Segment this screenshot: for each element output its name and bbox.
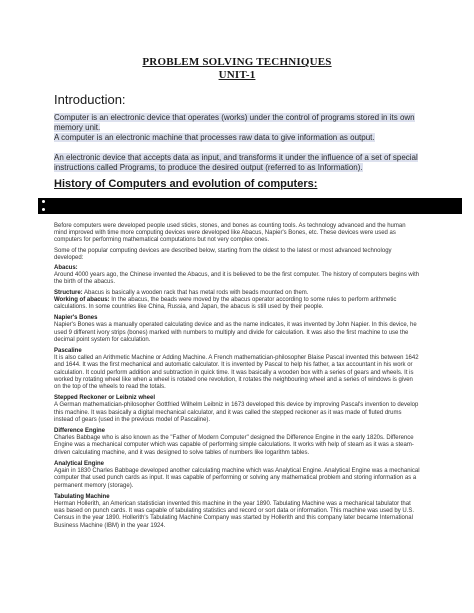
- abacus-working: [54, 297, 420, 311]
- bullet-icon: [42, 200, 45, 203]
- intro-text-2: A computer is an electronic machine that processes raw data to give information as output.: [54, 133, 375, 142]
- history-heading: History of Computers and evolution of computers:: [54, 178, 318, 190]
- napier-title: Napier's Bones: [54, 315, 98, 322]
- napier-text: Napier's Bones was a manually operated calculating device and as the name indicates, it was invented by John Napier. In this device, he used 9 different ivory strips (bones) marked with numbers to multiply and divide for calculation. It was also the first machine to use the decimal point system for calculation.: [54, 322, 417, 343]
- intro-paragraph-2: [54, 133, 424, 143]
- difference-text: Charles Babbage who is also known as the "Father of Modern Computer" designed the Difference Engine in the early 1820s. Difference Engine was a mechanical computer which was capable of performing simple calculations. It works with help of steam as it was a steam-driven calculating machine, and it was designed to solve tables of numbers like logarithm tables.: [54, 435, 414, 456]
- intro-paragraph-3: [54, 153, 424, 173]
- pascaline-text: It is also called an Arithmetic Machine or Adding Machine. A French mathematician-philosopher Blaise Pascal invented this between 1642 and 1644. It was the first mechanical and automatic calculator. It is invented by Pascal to help his father, a tax accountant in his work or calculation. It could perform addition and subtraction in quick time. It was basically a wooden box with a series of gears and wheels. It is worked by rotating wheel like when a wheel is rotated one revolution, it rotates the neighbouring wheel and a series of windows is given on the top of the wheels to read the totals.: [54, 355, 419, 391]
- intro-text-3: An electronic device that accepts data as input, and transforms it under the influence of a set of special instructions called Programs, to produce the desired output (referred to as Information).: [54, 153, 418, 172]
- difference-title: Difference Engine: [54, 428, 106, 435]
- unit-label: UNIT-1: [218, 69, 256, 81]
- document-title: PROBLEM SOLVING TECHNIQUES: [142, 56, 332, 68]
- history-body: [54, 223, 420, 530]
- structure-label: Structure:: [54, 289, 83, 296]
- working-label: Working of abacus:: [54, 296, 110, 303]
- history-paragraph-1: Before computers were developed people used sticks, stones, and bones as counting tools. As technology advanced and the human mind improved with time more computing devices were developed like Abacus, Napier's Bones, etc. These devices were used as computers for performing mathematical computations but not very complex ones.: [54, 223, 406, 244]
- intro-paragraph-1: [54, 113, 424, 133]
- intro-text-1: Computer is an electronic device that operates (works) under the control of programs stored in its own memory unit.: [54, 113, 415, 132]
- tabulating-text: Herman Hollerith, an American statistician invented this machine in the year 1890. Tabulating Machine was a mechanical tabulator that was based on punch cards. It was capable of tabulating statistics and record or sort data or information. This machine was used by U.S. Census in the year 1890. Hollerith's Tabulating Machine Company was started by Hollerith and this company later became International Business Machine (IBM) in the year 1924.: [54, 500, 415, 529]
- bullet-icon: [42, 208, 45, 211]
- black-bar: [38, 198, 462, 214]
- stepped-text: A German mathematician-philosopher Gottfried Wilhelm Leibniz in 1673 developed this device by improving Pascal's invention to develop this machine. It was basically a digital mechanical calculator, and it was called the stepped reckoner as it was made of fluted drums instead of gears (used in the previous model of Pascaline).: [54, 402, 419, 423]
- abacus-text: Around 4000 years ago, the Chinese invented the Abacus, and it is believed to be the first computer. The history of computers begins with the birth of the abacus.: [54, 272, 420, 286]
- stepped-title: Stepped Reckoner or Leibniz wheel: [54, 395, 156, 402]
- structure-text: Abacus is basically a wooden rack that has metal rods with beads mounted on them.: [84, 289, 309, 296]
- analytical-text: Again in 1830 Charles Babbage developed another calculating machine which was Analytical Engine. Analytical Engine was a mechanical computer that used punch cards as input. It was capable of performing or solving any mathematical problem and storing information as a permanent memory (storage).: [54, 468, 420, 489]
- history-paragraph-2: Some of the popular computing devices are described below, starting from the oldest to the latest or most advanced technology developed:: [54, 247, 392, 261]
- abacus-structure: [54, 290, 420, 297]
- analytical-title: Analytical Engine: [54, 460, 105, 467]
- intro-heading: Introduction:: [54, 92, 126, 107]
- pascaline-title: Pascaline: [54, 348, 82, 355]
- abacus-title: Abacus:: [54, 265, 78, 272]
- tabulating-title: Tabulating Machine: [54, 493, 110, 500]
- working-text: In the abacus, the beads were moved by the abacus operator according to some rules to perform arithmetic calculations. In some countries like China, Russia, and Japan, the abacus is still used by their people.: [54, 296, 397, 311]
